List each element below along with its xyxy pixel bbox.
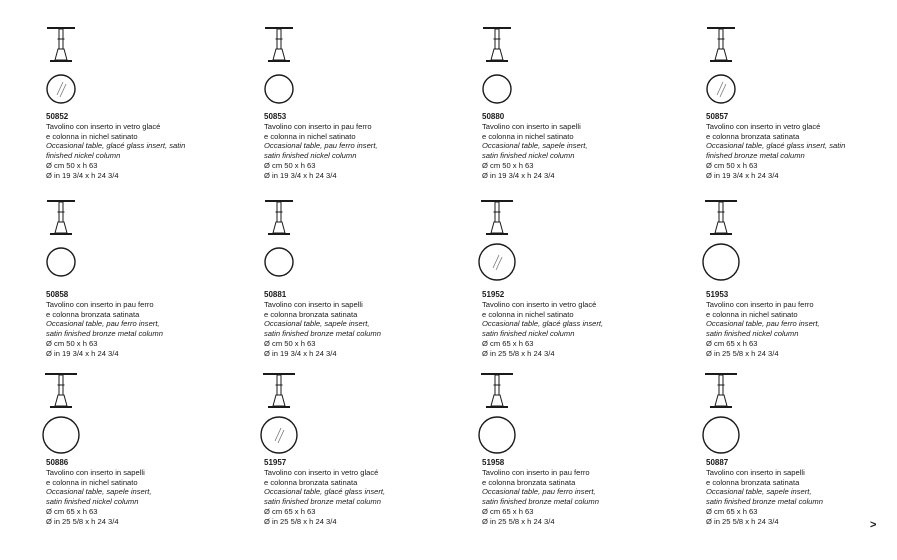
dimensions-inches: Ø in 19 3/4 x h 24 3/4 [264, 348, 337, 358]
italian-description: Tavolino con inserto in pau ferro [706, 299, 814, 309]
italian-description: Tavolino con inserto in vetro glacé [46, 121, 161, 131]
english-description: Occasional table, pau ferro insert, [482, 487, 596, 497]
english-description: Occasional table, pau ferro insert, [706, 319, 820, 329]
dimensions-inches: Ø in 19 3/4 x h 24 3/4 [264, 170, 337, 180]
product-description [264, 112, 479, 181]
italian-description: Tavolino con inserto in sapelli [264, 299, 363, 309]
english-description: satin finished bronze metal column [706, 497, 823, 507]
product-description [706, 112, 897, 181]
dimensions-cm: Ø cm 50 x h 63 [482, 160, 534, 170]
product-description [706, 290, 897, 359]
dimensions-inches: Ø in 25 5/8 x h 24 3/4 [706, 516, 779, 526]
product-code: 51957 [264, 458, 287, 467]
dimensions-inches: Ø in 25 5/8 x h 24 3/4 [482, 348, 555, 358]
italian-description: Tavolino con inserto in pau ferro [46, 299, 154, 309]
english-description: Occasional table, pau ferro insert, [264, 141, 378, 151]
italian-description: e colonna in nichel satinato [46, 131, 138, 141]
dimensions-inches: Ø in 19 3/4 x h 24 3/4 [46, 348, 119, 358]
english-description: Occasional table, sapele insert, [482, 141, 588, 151]
english-description: satin finished bronze metal column [482, 497, 599, 507]
dimensions-cm: Ø cm 65 x h 63 [482, 338, 534, 348]
product-code: 50880 [482, 112, 505, 121]
italian-description: e colonna bronzata satinata [706, 477, 800, 487]
table-drawing-icon [46, 195, 86, 280]
product-description [46, 458, 261, 527]
italian-description: Tavolino con inserto in sapelli [482, 121, 581, 131]
table-drawing-icon [482, 22, 522, 107]
dimensions-cm: Ø cm 50 x h 63 [264, 160, 316, 170]
english-description: Occasional table, glacé glass insert, satin [706, 141, 846, 151]
dimensions-cm: Ø cm 50 x h 63 [46, 160, 98, 170]
dimensions-cm: Ø cm 65 x h 63 [482, 506, 534, 516]
english-description: Occasional table, glacé glass insert, satin [46, 141, 186, 151]
english-description: finished bronze metal column [706, 151, 805, 161]
italian-description: e colonna bronzata satinata [706, 131, 800, 141]
italian-description: e colonna in nichel satinato [264, 131, 356, 141]
next-page-button[interactable]: > [870, 519, 877, 531]
english-description: satin finished bronze metal column [264, 329, 381, 339]
english-description: finished nickel column [46, 151, 121, 161]
table-drawing-icon [264, 368, 304, 453]
italian-description: Tavolino con inserto in vetro glacé [706, 121, 821, 131]
italian-description: Tavolino con inserto in vetro glacé [482, 299, 597, 309]
product-description [46, 112, 261, 181]
product-code: 51953 [706, 290, 729, 299]
dimensions-cm: Ø cm 50 x h 63 [706, 160, 758, 170]
italian-description: Tavolino con inserto in vetro glacé [264, 467, 379, 477]
table-drawing-icon [264, 195, 304, 280]
english-description: Occasional table, sapele insert, [46, 487, 152, 497]
english-description: satin finished nickel column [482, 329, 575, 339]
product-description [46, 290, 261, 359]
italian-description: Tavolino con inserto in pau ferro [264, 121, 372, 131]
dimensions-cm: Ø cm 65 x h 63 [706, 506, 758, 516]
table-drawing-icon [706, 368, 746, 453]
italian-description: e colonna in nichel satinato [706, 309, 798, 319]
english-description: Occasional table, glacé glass insert, [482, 319, 604, 329]
product-description [264, 458, 479, 527]
english-description: satin finished nickel column [706, 329, 799, 339]
product-code: 50857 [706, 112, 729, 121]
italian-description: e colonna bronzata satinata [264, 309, 358, 319]
dimensions-inches: Ø in 25 5/8 x h 24 3/4 [706, 348, 779, 358]
product-code: 50852 [46, 112, 69, 121]
italian-description: Tavolino con inserto in pau ferro [482, 467, 590, 477]
table-drawing-icon [482, 368, 522, 453]
dimensions-inches: Ø in 19 3/4 x h 24 3/4 [482, 170, 555, 180]
table-drawing-icon [46, 22, 86, 107]
product-description [706, 458, 897, 527]
dimensions-inches: Ø in 25 5/8 x h 24 3/4 [482, 516, 555, 526]
italian-description: e colonna in nichel satinato [482, 309, 574, 319]
table-drawing-icon [706, 22, 746, 107]
product-code: 50887 [706, 458, 729, 467]
english-description: satin finished nickel column [46, 497, 139, 507]
product-description [482, 112, 697, 181]
italian-description: e colonna bronzata satinata [482, 477, 576, 487]
english-description: satin finished nickel column [482, 151, 575, 161]
italian-description: e colonna bronzata satinata [46, 309, 140, 319]
english-description: satin finished bronze metal column [264, 497, 381, 507]
english-description: Occasional table, glacé glass insert, [264, 487, 386, 497]
dimensions-inches: Ø in 19 3/4 x h 24 3/4 [706, 170, 779, 180]
dimensions-inches: Ø in 25 5/8 x h 24 3/4 [46, 516, 119, 526]
product-description [264, 290, 479, 359]
product-code: 50853 [264, 112, 287, 121]
english-description: satin finished bronze metal column [46, 329, 163, 339]
table-drawing-icon [46, 368, 86, 453]
english-description: Occasional table, sapele insert, [264, 319, 370, 329]
english-description: satin finished nickel column [264, 151, 357, 161]
product-code: 50881 [264, 290, 287, 299]
product-code: 50858 [46, 290, 69, 299]
table-drawing-icon [482, 195, 522, 280]
dimensions-cm: Ø cm 65 x h 63 [264, 506, 316, 516]
english-description: Occasional table, pau ferro insert, [46, 319, 160, 329]
product-code: 51952 [482, 290, 505, 299]
italian-description: e colonna in nichel satinato [482, 131, 574, 141]
product-description [482, 458, 697, 527]
italian-description: e colonna bronzata satinata [264, 477, 358, 487]
dimensions-cm: Ø cm 50 x h 63 [264, 338, 316, 348]
italian-description: Tavolino con inserto in sapelli [706, 467, 805, 477]
product-code: 51958 [482, 458, 505, 467]
italian-description: e colonna in nichel satinato [46, 477, 138, 487]
dimensions-inches: Ø in 19 3/4 x h 24 3/4 [46, 170, 119, 180]
english-description: Occasional table, sapele insert, [706, 487, 812, 497]
dimensions-cm: Ø cm 65 x h 63 [46, 506, 98, 516]
product-code: 50886 [46, 458, 69, 467]
table-drawing-icon [706, 195, 746, 280]
dimensions-cm: Ø cm 50 x h 63 [46, 338, 98, 348]
dimensions-inches: Ø in 25 5/8 x h 24 3/4 [264, 516, 337, 526]
dimensions-cm: Ø cm 65 x h 63 [706, 338, 758, 348]
italian-description: Tavolino con inserto in sapelli [46, 467, 145, 477]
product-description [482, 290, 697, 359]
table-drawing-icon [264, 22, 304, 107]
